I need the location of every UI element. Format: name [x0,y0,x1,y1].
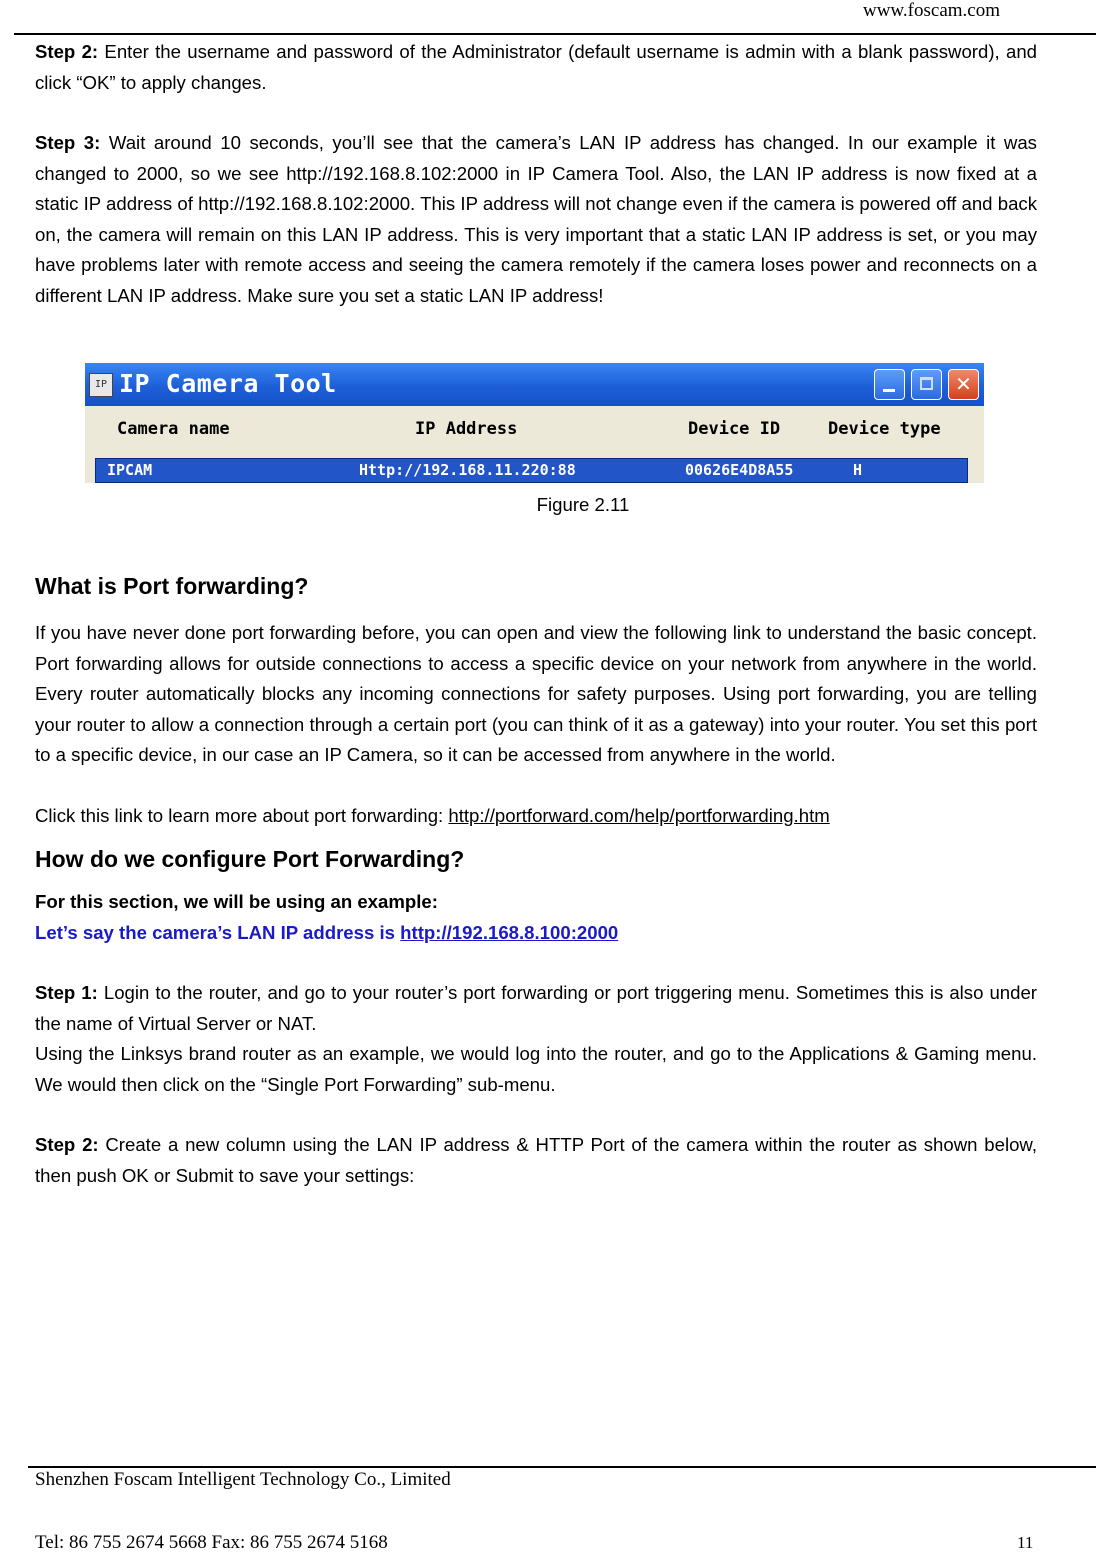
header-url: www.foscam.com [862,0,1000,21]
minimize-icon [883,389,895,392]
link-intro: Click this link to learn more about port forwarding: [35,804,449,826]
column-header-ip-address[interactable]: IP Address [415,419,518,439]
step-text: Login to the router, and go to your router’s port forwarding or port triggering menu. Sometimes this is also under the name of Virtual Server or NAT. [35,982,1037,1034]
section-heading: What is Port forwarding? [35,573,309,599]
step-label: Step 1: [35,982,98,1003]
cell-device-id: 00626E4D8A55 [685,461,794,479]
cell-camera-name: IPCAM [107,461,153,479]
close-icon: ✕ [955,374,972,396]
example-line: For this section, we will be using an example: [35,891,438,912]
example-ip-line [35,918,1037,949]
window-titlebar [85,363,984,406]
step-text: Create a new column using the LAN IP address & HTTP Port of the camera within the router as shown below, then push OK or Submit to save your settings: [35,1134,1037,1186]
footer-company: Shenzhen Foscam Intelligent Technology Co., Limited [35,1469,451,1490]
link-paragraph [35,801,1037,832]
column-header-device-type[interactable]: Device type [828,419,941,439]
port-forwarding-section [35,570,1037,1191]
maximize-button[interactable] [911,369,942,400]
minimize-button[interactable] [874,369,905,400]
step3-paragraph [35,128,1037,311]
column-header-device-id[interactable]: Device ID [688,419,781,439]
page-body [35,37,1037,311]
section-heading: How do we configure Port Forwarding? [35,846,465,872]
portforward-link[interactable]: http://portforward.com/help/portforwarding.htm [448,804,830,826]
cell-device-type: H [853,461,863,479]
cell-ip-address: Http://192.168.11.220:88 [359,461,576,479]
ip-camera-tool-window [85,363,984,483]
example-ip-prefix: Let’s say the camera’s LAN IP address is [35,921,401,943]
footer-contact: Tel: 86 755 2674 5668 Fax: 86 755 2674 5168 [35,1532,388,1553]
step2-create-paragraph [35,1130,1037,1191]
step2-paragraph [35,37,1037,98]
column-header-camera-name[interactable]: Camera name [117,419,230,439]
step-text: Enter the username and password of the Administrator (default username is admin with a blank password), and click “OK” to apply changes. [35,41,1037,93]
step-label: Step 2: [35,41,99,62]
step-label: Step 2: [35,1134,99,1155]
example-ip-link[interactable]: http://192.168.8.100:2000 [400,921,619,943]
step1-paragraph [35,978,1037,1039]
close-button[interactable] [948,369,979,400]
port-forwarding-paragraph: If you have never done port forwarding before, you can open and view the following link to understand the basic concept. Port forwarding allows for outside connections to access a specific device on your network from anywhere in the world. Every router automatically blocks any incoming connections for safety purposes. Using port forwarding, you are telling your router to allow a connection through a certain port (you can think of it as a gateway) into your router. You set this port to a specific device, in our case an IP Camera, so it can be accessed from anywhere in the world. [35,622,1037,765]
maximize-icon [920,377,933,390]
figure-caption: Figure 2.11 [536,494,630,515]
step-label: Step 3: [35,132,101,153]
app-icon: IP [89,373,113,397]
window-title: IP Camera Tool [119,369,337,398]
step-text: Wait around 10 seconds, you’ll see that the camera’s LAN IP address has changed. In our example it was changed to 2000, so we see http://192.168.8.102:2000 in IP Camera Tool. Also, the LAN IP address is now fixed at a static IP address of http://192.168.8.102:2000. This IP address will not change even if the camera is powered off and back on, the camera will remain on this LAN IP address. This is very important that a static LAN IP address is set, or you may have problems later with remote access and seeing the camera remotely if the camera loses power and reconnects on a different LAN IP address. Make sure you set a static LAN IP address! [35,132,1037,306]
header-rule [14,33,1096,35]
page-number: 11 [1017,1533,1034,1552]
linksys-paragraph: Using the Linksys brand router as an example, we would log into the router, and go to the Applications & Gaming menu. We would then click on the “Single Port Forwarding” sub-menu. [35,1043,1037,1095]
